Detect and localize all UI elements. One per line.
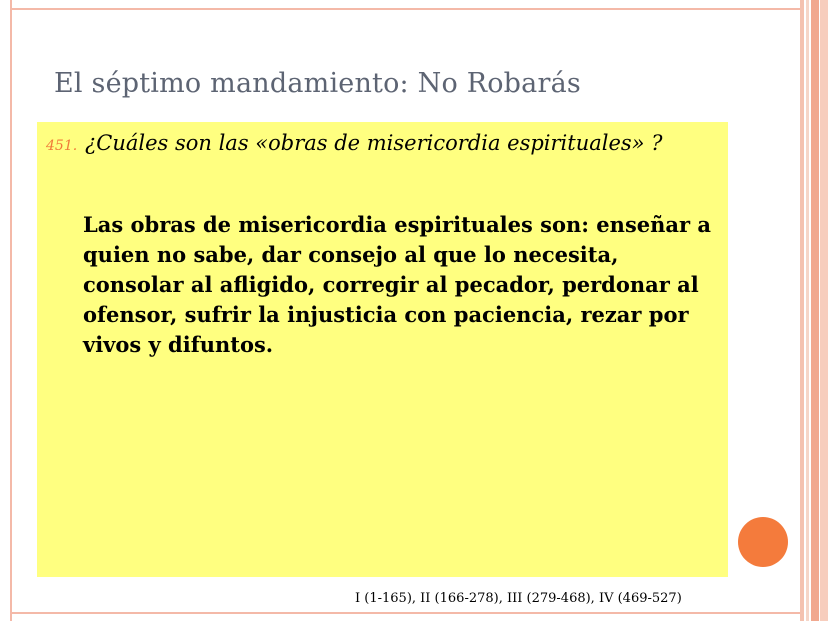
question-number: 451. bbox=[46, 138, 78, 154]
frame-left-line bbox=[10, 0, 12, 621]
slide-title: El séptimo mandamiento: No Robarás bbox=[54, 68, 581, 99]
decorative-stripe bbox=[811, 0, 819, 621]
decorative-stripe bbox=[800, 0, 804, 621]
section-footer: I (1-165), II (166-278), III (279-468), IV (469-527) bbox=[355, 591, 682, 606]
decorative-circle bbox=[738, 517, 788, 567]
frame-bottom-line bbox=[10, 612, 800, 614]
question-text: ¿Cuáles son las «obras de misericordia espirituales» ? bbox=[85, 131, 663, 155]
frame-top-line bbox=[10, 8, 800, 10]
content-box bbox=[37, 122, 728, 577]
decorative-stripe bbox=[806, 0, 809, 621]
decorative-stripe bbox=[820, 0, 828, 621]
answer-text: Las obras de misericordia espirituales son: enseñar a quien no sabe, dar consejo al que lo necesita, consolar al afligido, corregir al pecador, perdonar al ofensor, sufrir la injusticia con paciencia, rezar por vivos y difuntos. bbox=[83, 212, 711, 357]
